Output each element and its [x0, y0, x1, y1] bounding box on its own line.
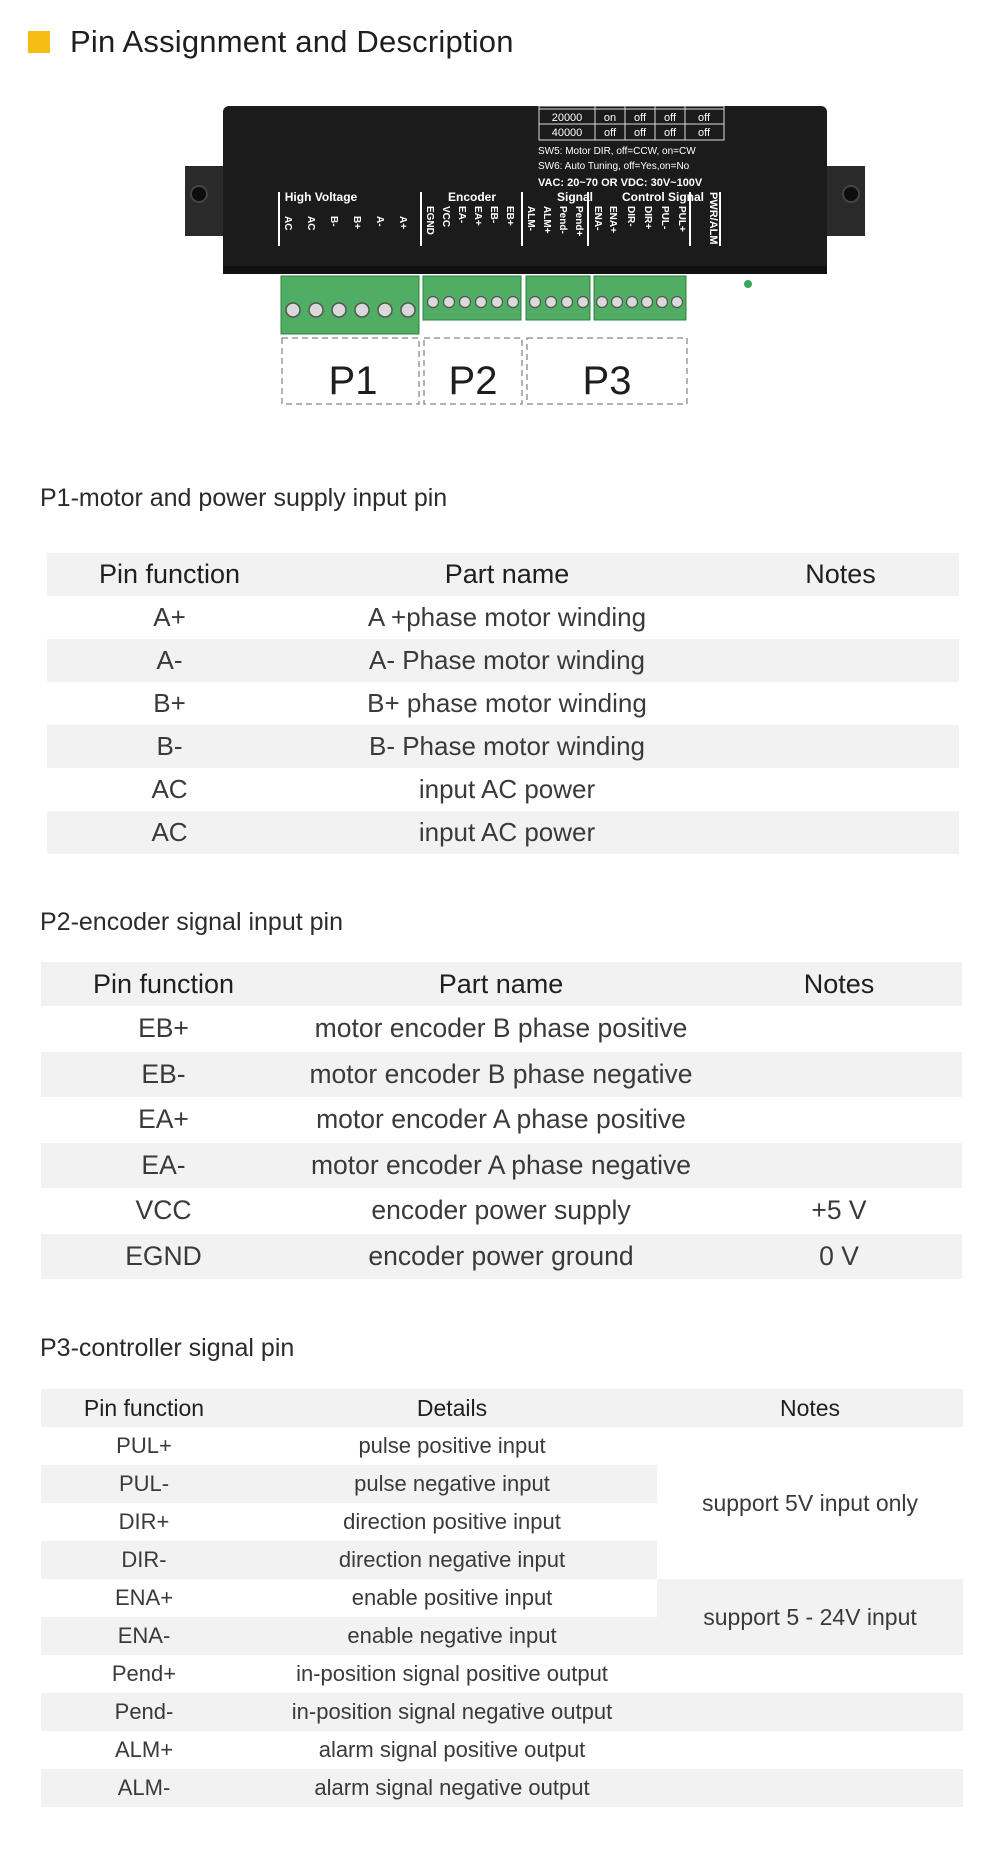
note-cell	[722, 811, 959, 854]
detail-cell: pulse negative input	[247, 1465, 657, 1503]
p3-section-title: P3-controller signal pin	[40, 1334, 295, 1362]
group-control-signal: Control Signal	[622, 190, 704, 204]
pin-cell: B+	[153, 688, 186, 718]
pin-cell: EB+	[138, 1013, 189, 1044]
table-row	[47, 725, 959, 768]
group-signal: Signal	[556, 190, 594, 204]
sw5-text: SW5: Motor DIR, off=CCW, on=CW	[538, 146, 696, 157]
part-cell: input AC power	[418, 774, 596, 804]
pin-label: EB+	[504, 206, 515, 226]
pin-cell: B-	[47, 725, 292, 768]
pin-label: DIR-	[625, 206, 636, 227]
pin-label: PUL-	[659, 206, 670, 230]
group-encoder: Encoder	[447, 190, 497, 204]
pin-cell: EB-	[41, 1052, 286, 1098]
pin-label: EA+	[472, 206, 483, 226]
note-cell	[722, 768, 959, 811]
part-cell: input AC power	[292, 811, 722, 854]
detail-cell: enable positive input	[351, 1585, 553, 1610]
table-row	[41, 1769, 963, 1807]
dip-cell: 20000	[551, 112, 583, 124]
detail-cell: direction negative input	[247, 1541, 657, 1579]
table-row	[41, 1693, 963, 1731]
header-cell: Pin function	[41, 962, 286, 1006]
header-cell: Notes	[722, 553, 959, 596]
table-row	[47, 639, 959, 682]
table-row	[41, 1655, 963, 1693]
pin-label: ALM-	[525, 206, 536, 231]
table-header-row	[47, 553, 959, 596]
table-row	[41, 1143, 962, 1189]
dip-cell: off	[603, 127, 617, 139]
note-cell	[722, 596, 959, 639]
dip-cell: off	[663, 127, 677, 139]
table-row	[41, 1006, 962, 1052]
pin-cell: ALM+	[114, 1737, 174, 1762]
part-cell: motor encoder A phase negative	[286, 1143, 716, 1189]
table-row	[41, 1097, 962, 1143]
pin-cell: Pend-	[41, 1693, 247, 1731]
table-row	[47, 811, 959, 854]
group-high-voltage: High Voltage	[284, 190, 358, 204]
table-row	[41, 1052, 962, 1098]
pin-cell: DIR+	[118, 1509, 170, 1534]
yellow-bullet-icon	[28, 31, 50, 53]
detail-cell: alarm signal positive output	[318, 1737, 586, 1762]
terminal-block-control	[594, 276, 686, 320]
p2-section-title: P2-encoder signal input pin	[40, 908, 343, 936]
dip-cell: off	[633, 112, 647, 124]
pin-cell: PUL-	[41, 1465, 247, 1503]
pin-label: B+	[351, 216, 362, 230]
pin-cell: AC	[47, 811, 292, 854]
note-cell	[657, 1731, 963, 1769]
pin-label: DIR+	[642, 206, 653, 230]
pin-cell: VCC	[135, 1195, 192, 1226]
pin-cell: A+	[153, 602, 186, 632]
part-cell: B+ phase motor winding	[367, 688, 647, 718]
note-cell	[722, 725, 959, 768]
pin-label: AC	[305, 216, 316, 231]
note-cell	[716, 1097, 962, 1143]
header-cell: Notes	[716, 962, 962, 1006]
note-cell	[657, 1769, 963, 1807]
note-cell	[716, 1052, 962, 1098]
dip-cell: 40000	[551, 127, 583, 139]
page-title: Pin Assignment and Description	[70, 24, 514, 59]
detail-cell: pulse positive input	[358, 1433, 546, 1458]
note-cell	[722, 682, 959, 725]
terminal-block-signal	[526, 276, 590, 320]
part-cell: encoder power supply	[371, 1195, 631, 1226]
page-header	[28, 18, 514, 66]
pin-label: PUL+	[676, 206, 687, 232]
pin-cell: ENA+	[114, 1585, 174, 1610]
voltage-text: VAC: 20~70 OR VDC: 30V~100V	[538, 177, 703, 189]
detail-cell: alarm signal negative output	[247, 1769, 657, 1807]
note-cell	[716, 1143, 962, 1189]
pin-cell: AC	[151, 774, 188, 804]
pin-label: ALM+	[541, 206, 552, 234]
dip-cell: on	[603, 112, 617, 124]
pin-cell: PUL+	[116, 1433, 172, 1458]
part-cell: B- Phase motor winding	[292, 725, 722, 768]
p1-table	[47, 553, 959, 854]
table-header-row	[41, 962, 962, 1006]
terminal-block-p1	[281, 276, 419, 334]
header-cell: Pin function	[41, 1389, 247, 1427]
table-row	[41, 1427, 963, 1465]
driver-photo	[185, 106, 865, 406]
dip-cell: off	[697, 127, 711, 139]
pin-cell: Pend+	[111, 1661, 177, 1686]
part-cell: motor encoder B phase positive	[314, 1013, 688, 1044]
group-pwr-alm: PWR/ALM	[707, 192, 719, 245]
header-cell: Pin function	[47, 553, 292, 596]
part-cell: encoder power ground	[286, 1234, 716, 1280]
table-row	[47, 682, 959, 725]
note-cell: support 5 - 24V input	[657, 1579, 963, 1655]
p1-section-title: P1-motor and power supply input pin	[40, 484, 448, 512]
table-row	[41, 1188, 962, 1234]
pin-label: ENA+	[607, 206, 618, 233]
detail-cell: in-position signal positive output	[296, 1661, 608, 1686]
pin-label: A-	[374, 216, 385, 227]
note-cell	[722, 639, 959, 682]
header-cell: Part name	[292, 553, 722, 596]
note-cell	[657, 1655, 963, 1693]
table-row	[47, 596, 959, 639]
header-cell: Part name	[286, 962, 716, 1006]
table-header-row	[41, 1389, 963, 1427]
detail-cell: direction positive input	[343, 1509, 561, 1534]
table-row	[41, 1731, 963, 1769]
part-cell: motor encoder A phase positive	[316, 1104, 686, 1135]
table-row	[47, 768, 959, 811]
part-cell: motor encoder B phase negative	[286, 1052, 716, 1098]
dip-cell: off	[697, 112, 711, 124]
table-row	[41, 1234, 962, 1280]
note-cell: support 5V input only	[657, 1427, 963, 1579]
pin-label: EA-	[456, 206, 467, 224]
note-cell	[716, 1006, 962, 1052]
port-label-p3: P3	[582, 359, 632, 403]
dip-cell: off	[633, 127, 647, 139]
note-cell	[657, 1693, 963, 1731]
pin-cell: EA-	[41, 1143, 286, 1189]
pin-label: VCC	[440, 206, 451, 228]
pin-cell: DIR-	[41, 1541, 247, 1579]
note-cell: 0 V	[716, 1234, 962, 1280]
pin-cell: EGND	[41, 1234, 286, 1280]
p2-table	[41, 962, 962, 1279]
pin-label: B-	[328, 216, 339, 227]
terminal-block-p2	[423, 276, 521, 320]
pin-label: ENA-	[592, 206, 603, 231]
pin-label: AC	[282, 216, 293, 231]
part-cell: A- Phase motor winding	[292, 639, 722, 682]
pin-label: Pend+	[573, 206, 584, 237]
port-label-p2: P2	[448, 359, 498, 403]
detail-cell: in-position signal negative output	[247, 1693, 657, 1731]
table-row	[41, 1579, 963, 1617]
pin-label: EB-	[488, 206, 499, 224]
pin-label: A+	[397, 216, 408, 230]
header-cell: Details	[247, 1389, 657, 1427]
p3-table	[41, 1389, 963, 1807]
pin-cell: A-	[47, 639, 292, 682]
part-cell: A +phase motor winding	[367, 602, 647, 632]
port-label-p1: P1	[328, 359, 378, 403]
pin-cell: EA+	[138, 1104, 189, 1135]
pin-label: Pend-	[557, 206, 568, 234]
pin-label: EGND	[424, 206, 435, 235]
pin-cell: ENA-	[41, 1617, 247, 1655]
header-cell: Notes	[657, 1389, 963, 1427]
detail-cell: enable negative input	[247, 1617, 657, 1655]
note-cell: +5 V	[811, 1195, 867, 1226]
pin-cell: ALM-	[41, 1769, 247, 1807]
dip-cell: off	[663, 112, 677, 124]
sw6-text: SW6: Auto Tuning, off=Yes,on=No	[538, 161, 690, 172]
